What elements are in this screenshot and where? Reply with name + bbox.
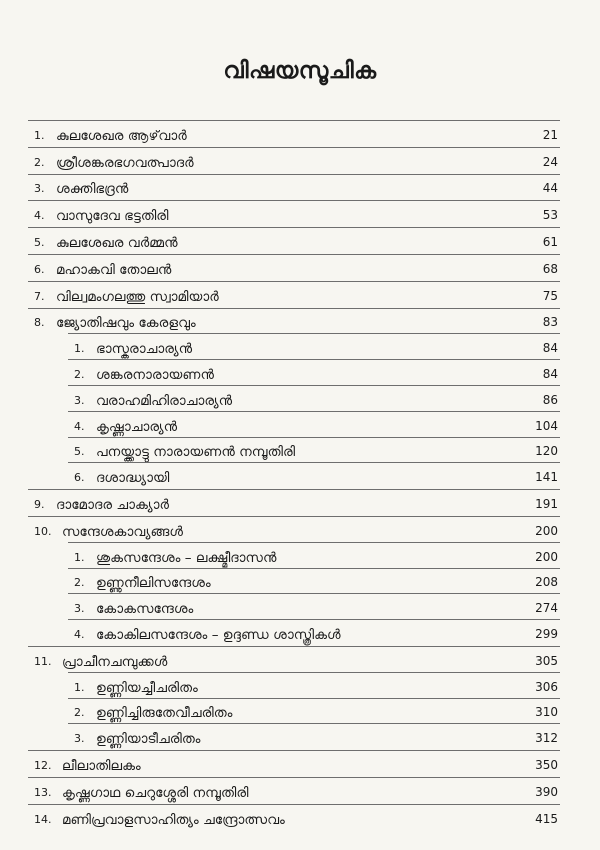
entry-page: 141 [535, 470, 558, 485]
entry-page: 21 [542, 127, 558, 142]
toc-subentry [28, 386, 560, 412]
entry-number: 1. [74, 342, 85, 356]
toc-subentry [28, 594, 560, 620]
entry-page: 312 [535, 731, 558, 746]
entry-page: 310 [535, 705, 558, 720]
entry-number: 1. [74, 680, 85, 694]
entry-number: 1. [34, 128, 45, 142]
entry-number: 6. [74, 471, 85, 485]
entry-page: 306 [535, 679, 558, 694]
entry-title: കുലശേഖര വർമ്മൻ [56, 234, 178, 251]
entry-title: ജ്യോതിഷവും കേരളവും [56, 315, 196, 332]
entry-number: 1. [74, 550, 85, 564]
entry-number: 8. [34, 316, 45, 330]
entry-title: കോകിലസന്ദേശം – ഉദ്ദണ്ഡ ശാസ്ത്രികൾ [96, 626, 341, 643]
entry-title: കൃഷ്ണഗാഥ ചെറുശ്ശേരി നമ്പൂതിരി [62, 784, 249, 801]
entry-page: 68 [542, 261, 558, 276]
entry-number: 3. [74, 602, 85, 616]
toc-subentry [28, 543, 560, 569]
entry-page: 415 [535, 811, 558, 826]
entry-page: 53 [542, 208, 558, 223]
toc-entry [28, 200, 560, 227]
toc-entry [28, 147, 560, 174]
entry-page: 44 [542, 181, 558, 196]
toc-entry [28, 174, 560, 201]
entry-page: 208 [535, 575, 558, 590]
toc-subentry [28, 673, 560, 699]
toc-entry [28, 227, 560, 254]
toc-subentry [28, 412, 560, 438]
toc-entry [28, 281, 560, 308]
entry-number: 12. [34, 758, 52, 772]
entry-number: 2. [74, 706, 85, 720]
entry-title: വാസുദേവ ഭട്ടതിരി [56, 208, 169, 225]
toc-subentry [28, 724, 560, 750]
entry-page: 61 [542, 234, 558, 249]
toc-entry [28, 777, 560, 804]
entry-title: കൃഷ്ണാചാര്യൻ [96, 418, 178, 435]
toc-subentry [28, 620, 560, 646]
toc-entry [28, 516, 560, 543]
entry-title: പനയ്ക്കാട്ടു നാരായണൻ നമ്പൂതിരി [96, 444, 296, 461]
entry-title: മഹാകവി തോലൻ [56, 261, 172, 278]
entry-number: 6. [34, 262, 45, 276]
entry-page: 104 [535, 418, 558, 433]
entry-page: 274 [535, 601, 558, 616]
entry-page: 350 [535, 757, 558, 772]
entry-number: 5. [74, 445, 85, 459]
toc-subentry [28, 463, 560, 489]
entry-title: സന്ദേശകാവ്യങ്ങൾ [62, 523, 184, 540]
entry-title: ദാമോദര ചാക്യാർ [56, 496, 169, 513]
entry-title: ഉണ്ണിച്ചിരുതേവീചരിതം [96, 705, 233, 722]
entry-title: കുലശേഖര ആഴ്‌വാർ [56, 127, 187, 144]
entry-title: വരാഹമിഹിരാചാര്യൻ [96, 392, 233, 409]
entry-title: ശുകസന്ദേശം – ലക്ഷ്മീദാസൻ [96, 549, 277, 566]
entry-title: ശക്തിഭദ്രൻ [56, 181, 129, 198]
entry-page: 75 [542, 288, 558, 303]
entry-number: 4. [74, 627, 85, 641]
toc-subentry [28, 438, 560, 464]
entry-page: 200 [535, 549, 558, 564]
entry-number: 2. [74, 367, 85, 381]
toc-entry [28, 254, 560, 281]
entry-number: 9. [34, 497, 45, 511]
page-title: വിഷയസൂചിക [223, 58, 377, 84]
entry-number: 14. [34, 812, 52, 826]
entry-title: കോകസന്ദേശം [96, 601, 194, 618]
entry-page: 200 [535, 523, 558, 538]
entry-title: മണിപ്രവാളസാഹിത്യം ചന്ദ്രോത്സവം [62, 811, 285, 828]
entry-number: 2. [74, 576, 85, 590]
entry-number: 4. [34, 209, 45, 223]
toc-entry [28, 646, 560, 673]
entry-page: 84 [542, 366, 558, 381]
toc-subentry [28, 334, 560, 360]
entry-number: 4. [74, 419, 85, 433]
entry-number: 2. [34, 155, 45, 169]
toc-entry [28, 308, 560, 335]
entry-page: 24 [542, 154, 558, 169]
entry-title: ഭാസ്കരാചാര്യൻ [96, 341, 193, 358]
entry-page: 120 [535, 444, 558, 459]
entry-number: 13. [34, 785, 52, 799]
entry-page: 305 [535, 653, 558, 668]
entry-title: ഉണ്ണിയാടീചരിതം [96, 731, 201, 748]
entry-title: പ്രാചീനചമ്പുക്കൾ [62, 653, 168, 670]
entry-title: ഉണ്ണിയച്ചീചരിതം [96, 679, 198, 696]
toc-entry [28, 489, 560, 516]
toc-subentry [28, 360, 560, 386]
entry-number: 7. [34, 289, 45, 303]
entry-number: 3. [74, 393, 85, 407]
entry-page: 299 [535, 626, 558, 641]
entry-number: 3. [74, 732, 85, 746]
entry-page: 390 [535, 784, 558, 799]
entry-number: 5. [34, 235, 45, 249]
toc-entry [28, 804, 560, 831]
toc-subentry [28, 569, 560, 595]
entry-page: 191 [535, 496, 558, 511]
entry-title: ശങ്കരനാരായണൻ [96, 366, 214, 383]
entry-title: ലീലാതിലകം [62, 757, 141, 774]
entry-number: 11. [34, 654, 52, 668]
toc-entry [28, 750, 560, 777]
entry-number: 10. [34, 524, 52, 538]
entry-title: വില്വമംഗലത്തു സ്വാമിയാർ [56, 288, 219, 305]
entry-title: ദശാദ്ധ്യായി [96, 470, 170, 487]
table-of-contents [28, 120, 560, 831]
toc-subentry [28, 699, 560, 725]
entry-page: 83 [542, 315, 558, 330]
toc-entry [28, 120, 560, 147]
entry-number: 3. [34, 182, 45, 196]
entry-title: ഉണ്ണുനീലിസന്ദേശം [96, 575, 211, 592]
entry-page: 86 [542, 392, 558, 407]
entry-page: 84 [542, 341, 558, 356]
entry-title: ശ്രീശങ്കരഭഗവത്പാദർ [56, 154, 194, 171]
